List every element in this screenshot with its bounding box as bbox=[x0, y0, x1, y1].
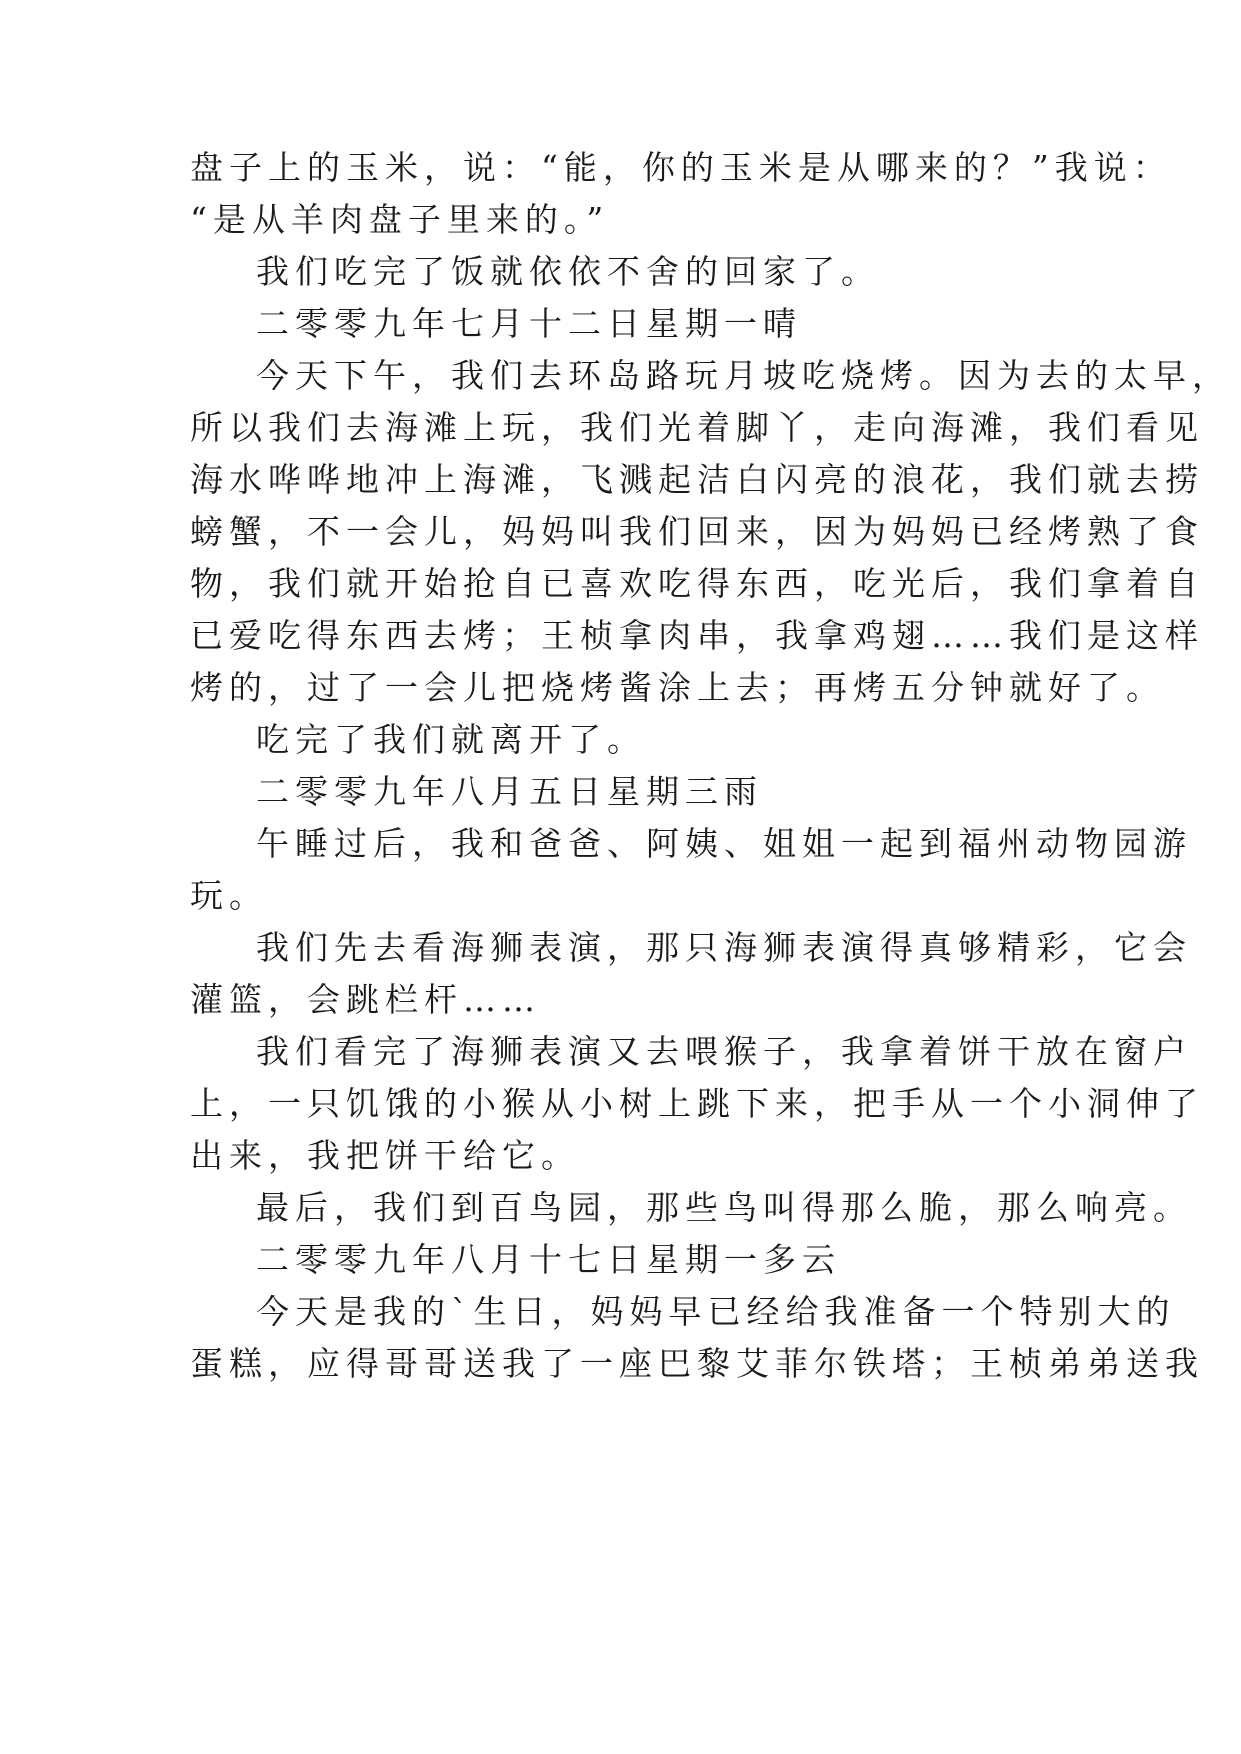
text-line: 灌篮，会跳栏杆…… bbox=[190, 980, 541, 1019]
date-heading: 二零零九年八月十七日星期一多云 bbox=[256, 1240, 841, 1279]
text-line: 我们看完了海狮表演又去喂猴子，我拿着饼干放在窗户 bbox=[256, 1032, 1192, 1071]
text-line: 盘子上的玉米，说：“能，你的玉米是从哪来的？”我说： bbox=[190, 148, 1172, 187]
text-line: 吃完了我们就离开了。 bbox=[256, 720, 646, 759]
text-line: “是从羊肉盘子里来的。” bbox=[190, 200, 610, 239]
text-line: 物，我们就开始抢自已喜欢吃得东西，吃光后，我们拿着自 bbox=[190, 564, 1204, 603]
text-line: 我们先去看海狮表演，那只海狮表演得真够精彩，它会 bbox=[256, 928, 1192, 967]
text-line: 玩。 bbox=[190, 876, 268, 915]
text-line: 午睡过后，我和爸爸、阿姨、姐姐一起到福州动物园游 bbox=[256, 824, 1192, 863]
text-line: 海水哗哗地冲上海滩，飞溅起洁白闪亮的浪花，我们就去捞 bbox=[190, 460, 1204, 499]
text-line: 已爱吃得东西去烤；王桢拿肉串，我拿鸡翅……我们是这样 bbox=[190, 616, 1204, 655]
date-heading: 二零零九年七月十二日星期一晴 bbox=[256, 304, 802, 343]
text-line: 所以我们去海滩上玩，我们光着脚丫，走向海滩，我们看见 bbox=[190, 408, 1204, 447]
text-line: 烤的，过了一会儿把烧烤酱涂上去；再烤五分钟就好了。 bbox=[190, 668, 1165, 707]
text-line: 最后，我们到百鸟园，那些鸟叫得那么脆，那么响亮。 bbox=[256, 1188, 1192, 1227]
text-line: 上，一只饥饿的小猴从小树上跳下来，把手从一个小洞伸了 bbox=[190, 1084, 1204, 1123]
text-line: 蛋糕，应得哥哥送我了一座巴黎艾菲尔铁塔；王桢弟弟送我 bbox=[190, 1344, 1204, 1383]
text-line: 今天是我的`生日，妈妈早已经给我准备一个特别大的 bbox=[256, 1292, 1176, 1331]
text-line: 螃蟹，不一会儿，妈妈叫我们回来，因为妈妈已经烤熟了食 bbox=[190, 512, 1204, 551]
date-heading: 二零零九年八月五日星期三雨 bbox=[256, 772, 763, 811]
text-line: 出来，我把饼干给它。 bbox=[190, 1136, 580, 1175]
text-line: 今天下午，我们去环岛路玩月坡吃烧烤。因为去的太早， bbox=[256, 356, 1231, 395]
text-line: 我们吃完了饭就依依不舍的回家了。 bbox=[256, 252, 880, 291]
